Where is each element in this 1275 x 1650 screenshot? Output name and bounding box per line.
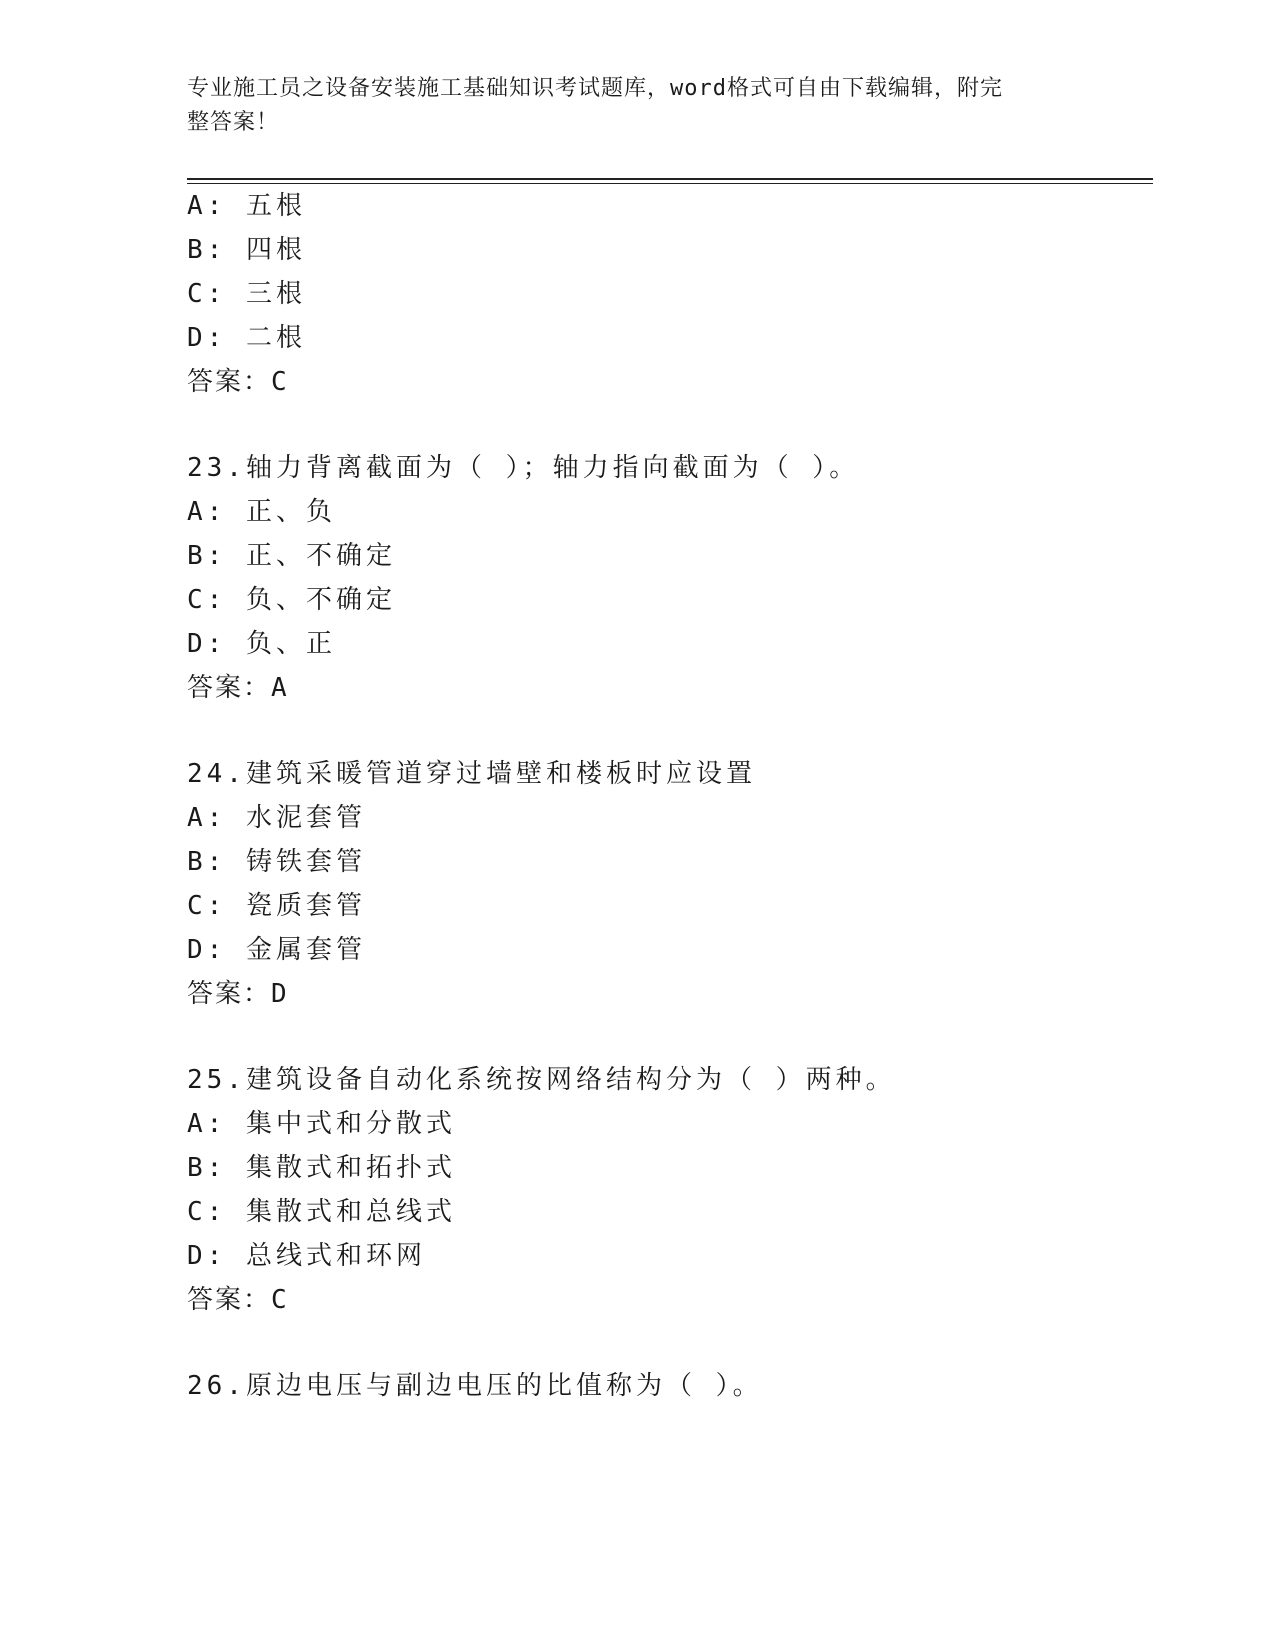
q25-option-d: D: 总线式和环网 — [187, 1241, 426, 1271]
q22-option-a: A: 五根 — [187, 191, 306, 221]
q24-stem: 24.建筑采暖管道穿过墙壁和楼板时应设置 — [187, 759, 756, 789]
q25-option-b: B: 集散式和拓扑式 — [187, 1153, 456, 1183]
q22-option-d: D: 二根 — [187, 323, 306, 353]
q25-option-a: A: 集中式和分散式 — [187, 1109, 456, 1139]
header-divider — [187, 178, 1153, 180]
q25-option-c: C: 集散式和总线式 — [187, 1197, 456, 1227]
q23-option-c: C: 负、不确定 — [187, 585, 396, 615]
q24-option-d: D: 金属套管 — [187, 935, 366, 965]
q24-option-a: A: 水泥套管 — [187, 803, 366, 833]
q24-option-c: C: 瓷质套管 — [187, 891, 366, 921]
q23-answer: 答案：A — [187, 673, 289, 703]
q24-answer: 答案：D — [187, 979, 289, 1009]
q24-option-b: B: 铸铁套管 — [187, 847, 366, 877]
header-line-2: 整答案！ — [187, 110, 280, 135]
header-divider-thin — [187, 183, 1153, 184]
header-line-1: 专业施工员之设备安装施工基础知识考试题库，word格式可自由下载编辑，附完 — [187, 76, 1003, 101]
q25-answer: 答案：C — [187, 1285, 289, 1315]
q22-answer: 答案：C — [187, 367, 289, 397]
q25-stem: 25.建筑设备自动化系统按网络结构分为（ ）两种。 — [187, 1065, 896, 1095]
q23-stem: 23.轴力背离截面为（ ）；轴力指向截面为（ ）。 — [187, 453, 860, 483]
q23-option-a: A: 正、负 — [187, 497, 336, 527]
q23-option-b: B: 正、不确定 — [187, 541, 396, 571]
q23-option-d: D: 负、正 — [187, 629, 336, 659]
q22-option-c: C: 三根 — [187, 279, 306, 309]
q22-option-b: B: 四根 — [187, 235, 306, 265]
document-header — [187, 72, 1067, 140]
q26-stem: 26.原边电压与副边电压的比值称为（ ）。 — [187, 1371, 763, 1401]
